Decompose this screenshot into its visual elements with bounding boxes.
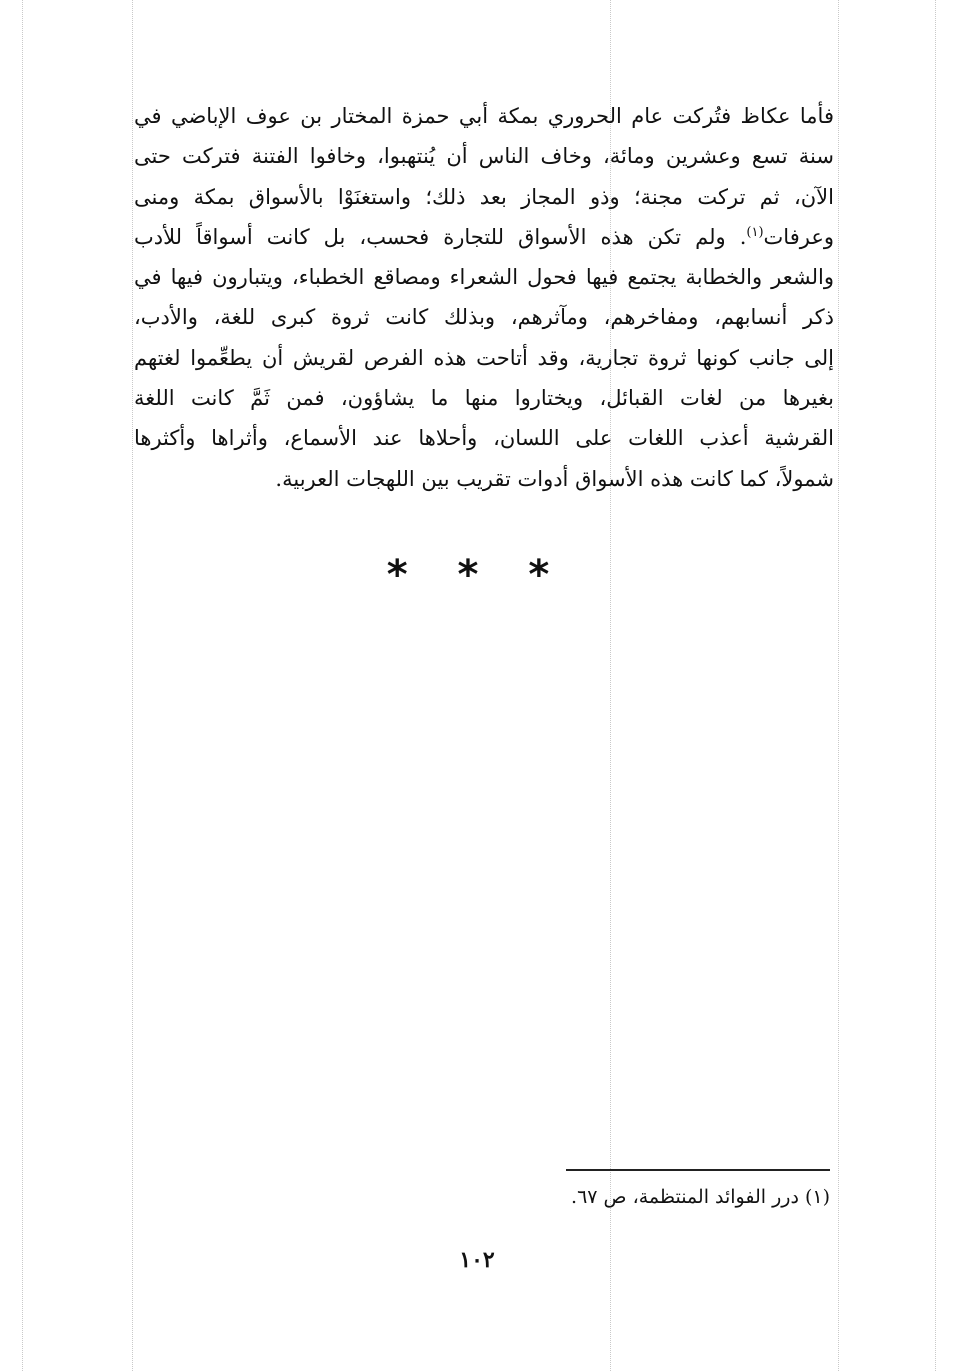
page-number: ١٠٢ xyxy=(459,1247,495,1273)
text-line: سنة تسع وعشرين ومائة، وخاف الناس أن يُنتهبوا، وخافوا الفتنة فتركت حتى xyxy=(134,144,834,169)
text-line-start: وعرفات xyxy=(763,224,834,249)
scan-artifact-line xyxy=(22,0,23,1371)
scan-artifact-line xyxy=(132,0,133,1371)
text-line: فأما عكاظ فتُركت عام الحروري بمكة أبي حمزة المختار بن عوف الإباضي في xyxy=(134,104,834,128)
text-line xyxy=(134,217,834,257)
text-line: الآن، ثم تركت مجنة؛ وذو المجاز بعد ذلك؛ واستغنَوْا بالأسواق بمكة ومنى xyxy=(134,184,834,209)
text-line: بغيرها من لغات القبائل، ويختاروا منها ما يشاؤون، فمن ثَمَّ كانت اللغة xyxy=(134,386,834,411)
footnote: (١) درر الفوائد المنتظمة، ص ٦٧. xyxy=(571,1186,830,1208)
text-line: إلى جانب كونها ثروة تجارية، وقد أتاحت هذه الفرص لقريش أن يطعِّموا لغتهم xyxy=(134,345,834,370)
text-line-end: . ولم تكن هذه الأسواق للتجارة فحسب، بل كانت أسواقاً للأدب xyxy=(134,224,747,249)
text-line: القرشية أعذب اللغات على اللسان، وأحلاها عند الأسماع، وأثراها وأكثرها xyxy=(134,426,834,451)
body-paragraph xyxy=(134,96,834,499)
section-separator: * * * xyxy=(386,552,568,598)
footnote-reference: (١) xyxy=(746,224,764,240)
footnote-rule xyxy=(566,1169,830,1171)
scan-artifact-line xyxy=(838,0,839,1371)
scan-artifact-line xyxy=(935,0,936,1371)
text-line: ذكر أنسابهم، ومفاخرهم، ومآثرهم، وبذلك كانت ثروة كبرى للغة، والأدب، xyxy=(134,305,834,330)
text-line: والشعر والخطابة يجتمع فيها فحول الشعراء ومصاقع الخطباء، ويتبارون فيها في xyxy=(134,265,834,290)
text-line: شمولاً، كما كانت هذه الأسواق أدوات تقريب بين اللهجات العربية. xyxy=(275,466,834,491)
